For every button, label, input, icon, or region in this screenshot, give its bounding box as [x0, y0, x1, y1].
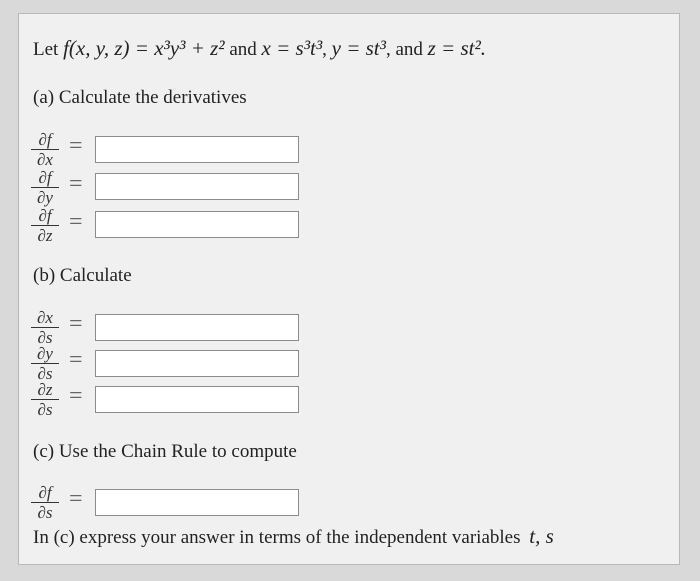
fraction-denominator: ∂z [37, 226, 53, 245]
fraction-numerator: ∂y [31, 345, 59, 364]
fraction-denominator: ∂x [37, 150, 53, 169]
fraction-denominator: ∂s [37, 364, 53, 383]
equals-sign: = [69, 171, 83, 197]
df-dz-fraction [31, 207, 59, 244]
problem-statement [33, 36, 486, 61]
df-dx-fraction [31, 131, 59, 168]
fraction-denominator: ∂s [37, 400, 53, 419]
independent-variables: t, s [529, 524, 554, 548]
part-a-heading: (a) Calculate the derivatives [33, 87, 247, 108]
df-dx-input[interactable] [95, 136, 299, 163]
fraction-numerator: ∂x [31, 309, 59, 328]
equals-sign: = [69, 347, 83, 373]
note-text: In (c) express your answer in terms of the independent variables [33, 527, 521, 548]
fraction-denominator: ∂y [37, 188, 53, 207]
f-definition: f(x, y, z) = x³y³ + z² [63, 36, 225, 60]
df-dy-fraction [31, 169, 59, 206]
part-c-heading: (c) Use the Chain Rule to compute [33, 441, 297, 462]
y-definition: y = st³ [331, 36, 386, 60]
let-word: Let [33, 39, 59, 60]
dy-ds-input[interactable] [95, 350, 299, 377]
and-word-1: and [229, 39, 257, 60]
x-definition: x = s³t³ [261, 36, 323, 60]
fraction-numerator: ∂f [31, 207, 59, 226]
fraction-numerator: ∂f [31, 169, 59, 188]
dy-ds-fraction [31, 345, 59, 382]
equals-sign: = [69, 311, 83, 337]
z-definition: z = st². [427, 36, 487, 60]
and-word-2: , and [385, 39, 423, 60]
comma-sep: , [322, 39, 327, 60]
fraction-numerator: ∂z [31, 381, 59, 400]
df-dz-input[interactable] [95, 211, 299, 238]
equals-sign: = [69, 486, 83, 512]
fraction-numerator: ∂f [31, 131, 59, 150]
df-dy-input[interactable] [95, 173, 299, 200]
dx-ds-fraction [31, 309, 59, 346]
dz-ds-input[interactable] [95, 386, 299, 413]
equals-sign: = [69, 209, 83, 235]
dz-ds-fraction [31, 381, 59, 418]
dx-ds-input[interactable] [95, 314, 299, 341]
df-ds-fraction [31, 484, 59, 521]
fraction-denominator: ∂s [37, 328, 53, 347]
equals-sign: = [69, 133, 83, 159]
part-c-note [33, 524, 554, 549]
equals-sign: = [69, 383, 83, 409]
part-b-heading: (b) Calculate [33, 265, 132, 286]
problem-panel [18, 13, 680, 565]
df-ds-input[interactable] [95, 489, 299, 516]
fraction-denominator: ∂s [37, 503, 53, 522]
fraction-numerator: ∂f [31, 484, 59, 503]
